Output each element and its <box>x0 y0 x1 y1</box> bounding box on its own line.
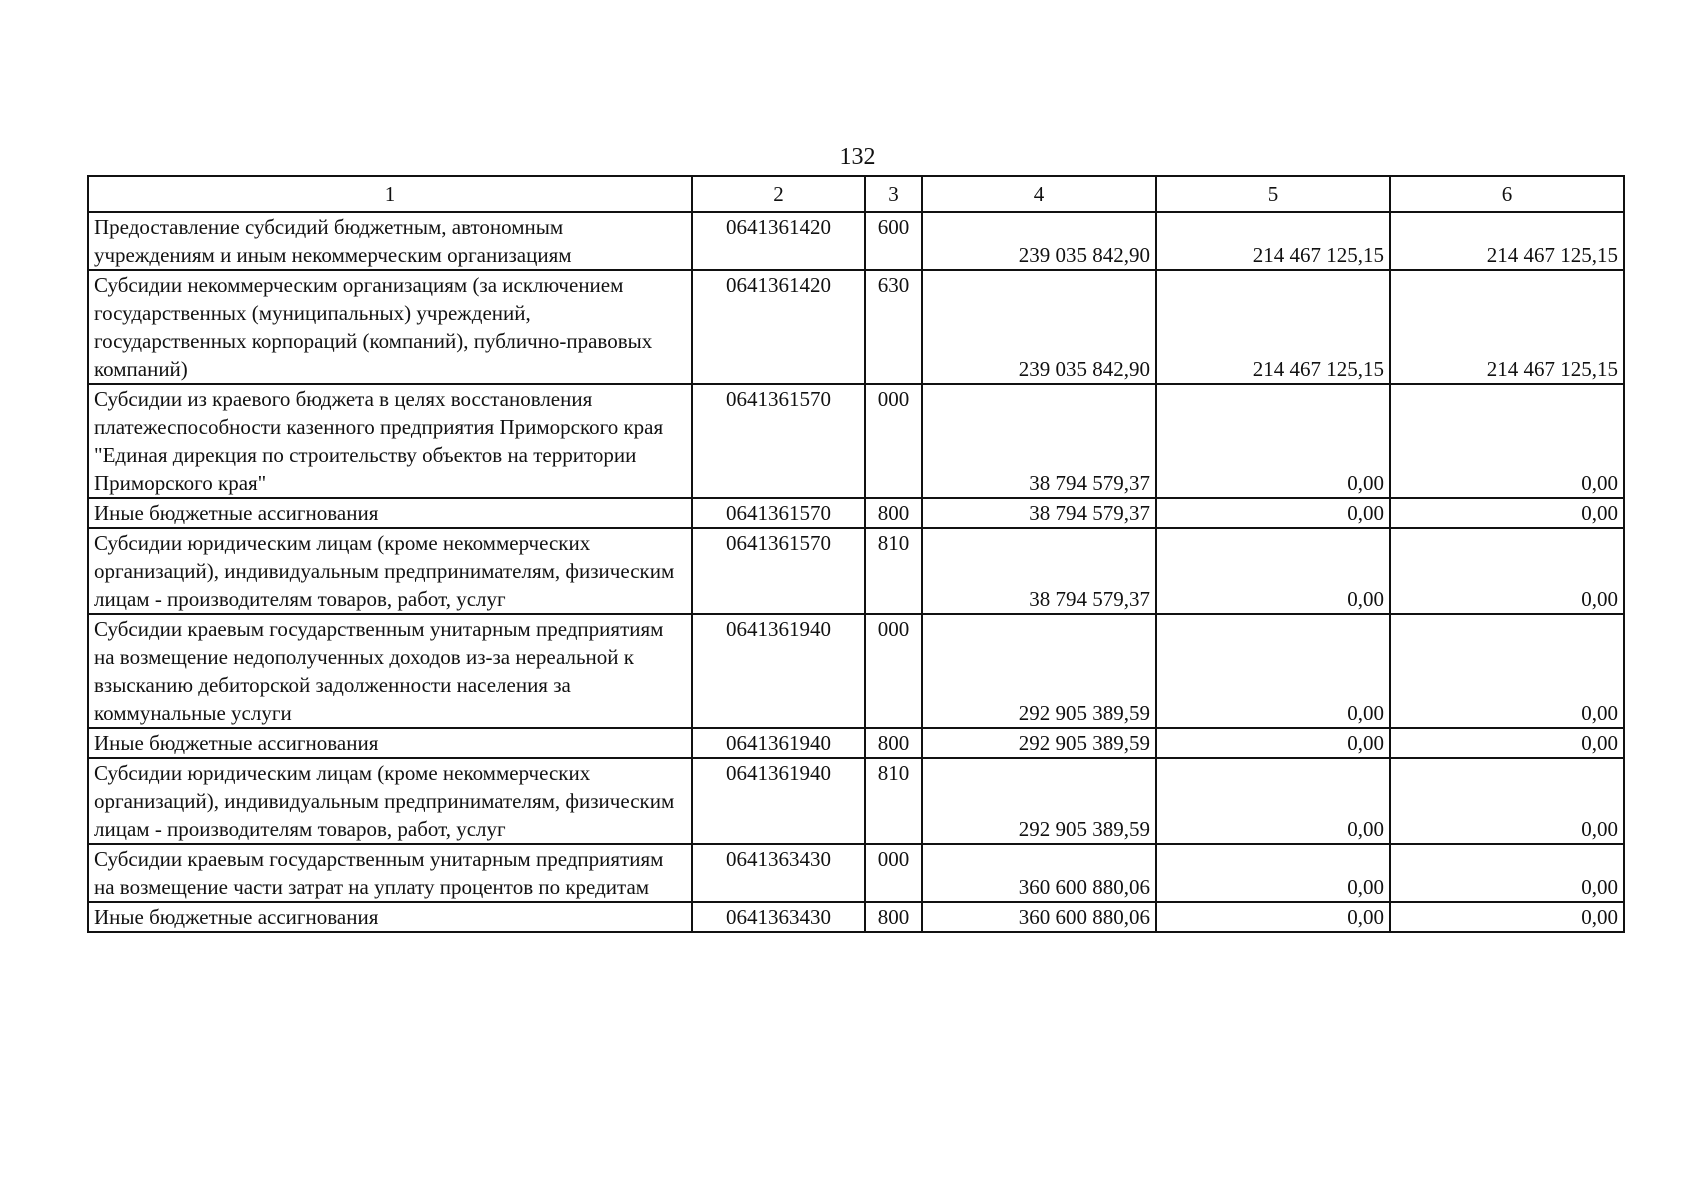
row-amount-col6: 0,00 <box>1390 614 1624 728</box>
header-row <box>88 176 1624 212</box>
table-row <box>88 212 1624 270</box>
table-row <box>88 270 1624 384</box>
row-amount-col5: 214 467 125,15 <box>1156 212 1390 270</box>
header-cell-6: 6 <box>1390 176 1624 212</box>
row-target-code: 0641361570 <box>692 498 865 528</box>
row-expense-type: 600 <box>865 212 922 270</box>
row-amount-col5: 214 467 125,15 <box>1156 270 1390 384</box>
table-row <box>88 902 1624 932</box>
row-amount-col4: 239 035 842,90 <box>922 270 1156 384</box>
row-expense-type: 000 <box>865 844 922 902</box>
row-amount-col4: 360 600 880,06 <box>922 902 1156 932</box>
table-row <box>88 528 1624 614</box>
row-amount-col5: 0,00 <box>1156 758 1390 844</box>
row-name: Субсидии некоммерческим организациям (за исключением государственных (муниципальных) учреждений, государственных корпораций (компаний), публично-правовых компаний) <box>88 270 692 384</box>
row-expense-type: 800 <box>865 728 922 758</box>
row-name: Субсидии краевым государственным унитарным предприятиям на возмещение недополученных доходов из-за нереальной к взысканию дебиторской задолженности населения за коммунальные услуги <box>88 614 692 728</box>
row-amount-col5: 0,00 <box>1156 902 1390 932</box>
row-target-code: 0641361940 <box>692 614 865 728</box>
row-amount-col4: 239 035 842,90 <box>922 212 1156 270</box>
row-target-code: 0641361570 <box>692 384 865 498</box>
table-row <box>88 728 1624 758</box>
table-row <box>88 614 1624 728</box>
table-row <box>88 758 1624 844</box>
row-expense-type: 800 <box>865 902 922 932</box>
row-amount-col6: 0,00 <box>1390 384 1624 498</box>
row-name: Субсидии краевым государственным унитарным предприятиям на возмещение части затрат на уплату процентов по кредитам <box>88 844 692 902</box>
row-target-code: 0641361940 <box>692 758 865 844</box>
row-amount-col5: 0,00 <box>1156 844 1390 902</box>
row-amount-col4: 292 905 389,59 <box>922 758 1156 844</box>
row-amount-col6: 214 467 125,15 <box>1390 212 1624 270</box>
row-amount-col6: 0,00 <box>1390 528 1624 614</box>
header-cell-3: 3 <box>865 176 922 212</box>
row-expense-type: 810 <box>865 528 922 614</box>
row-amount-col6: 0,00 <box>1390 844 1624 902</box>
row-target-code: 0641361420 <box>692 270 865 384</box>
row-amount-col4: 38 794 579,37 <box>922 384 1156 498</box>
table-row <box>88 844 1624 902</box>
row-target-code: 0641361940 <box>692 728 865 758</box>
header-cell-2: 2 <box>692 176 865 212</box>
header-cell-4: 4 <box>922 176 1156 212</box>
row-amount-col6: 214 467 125,15 <box>1390 270 1624 384</box>
row-name: Субсидии юридическим лицам (кроме некоммерческих организаций), индивидуальным предпринимателям, физическим лицам - производителям товаров, работ, услуг <box>88 528 692 614</box>
row-target-code: 0641361570 <box>692 528 865 614</box>
table-row <box>88 498 1624 528</box>
row-amount-col4: 360 600 880,06 <box>922 844 1156 902</box>
row-name: Иные бюджетные ассигнования <box>88 498 692 528</box>
row-amount-col6: 0,00 <box>1390 498 1624 528</box>
header-cell-5: 5 <box>1156 176 1390 212</box>
row-name: Иные бюджетные ассигнования <box>88 902 692 932</box>
table-row <box>88 384 1624 498</box>
row-target-code: 0641363430 <box>692 844 865 902</box>
row-amount-col5: 0,00 <box>1156 498 1390 528</box>
row-amount-col5: 0,00 <box>1156 384 1390 498</box>
row-expense-type: 800 <box>865 498 922 528</box>
row-amount-col4: 292 905 389,59 <box>922 728 1156 758</box>
row-amount-col5: 0,00 <box>1156 614 1390 728</box>
row-expense-type: 000 <box>865 614 922 728</box>
row-target-code: 0641363430 <box>692 902 865 932</box>
row-name: Иные бюджетные ассигнования <box>88 728 692 758</box>
budget-table <box>87 175 1625 933</box>
row-amount-col5: 0,00 <box>1156 528 1390 614</box>
row-amount-col4: 38 794 579,37 <box>922 528 1156 614</box>
row-amount-col5: 0,00 <box>1156 728 1390 758</box>
row-name: Субсидии юридическим лицам (кроме некоммерческих организаций), индивидуальным предпринимателям, физическим лицам - производителям товаров, работ, услуг <box>88 758 692 844</box>
row-amount-col4: 292 905 389,59 <box>922 614 1156 728</box>
row-amount-col6: 0,00 <box>1390 902 1624 932</box>
row-expense-type: 630 <box>865 270 922 384</box>
row-amount-col6: 0,00 <box>1390 758 1624 844</box>
row-amount-col6: 0,00 <box>1390 728 1624 758</box>
page-number: 132 <box>839 144 876 170</box>
row-amount-col4: 38 794 579,37 <box>922 498 1156 528</box>
row-target-code: 0641361420 <box>692 212 865 270</box>
row-name: Субсидии из краевого бюджета в целях восстановления платежеспособности казенного предприятия Приморского края "Единая дирекция по строительству объектов на территории Приморского края" <box>88 384 692 498</box>
row-expense-type: 810 <box>865 758 922 844</box>
header-cell-1: 1 <box>88 176 692 212</box>
row-expense-type: 000 <box>865 384 922 498</box>
row-name: Предоставление субсидий бюджетным, автономным учреждениям и иным некоммерческим организациям <box>88 212 692 270</box>
